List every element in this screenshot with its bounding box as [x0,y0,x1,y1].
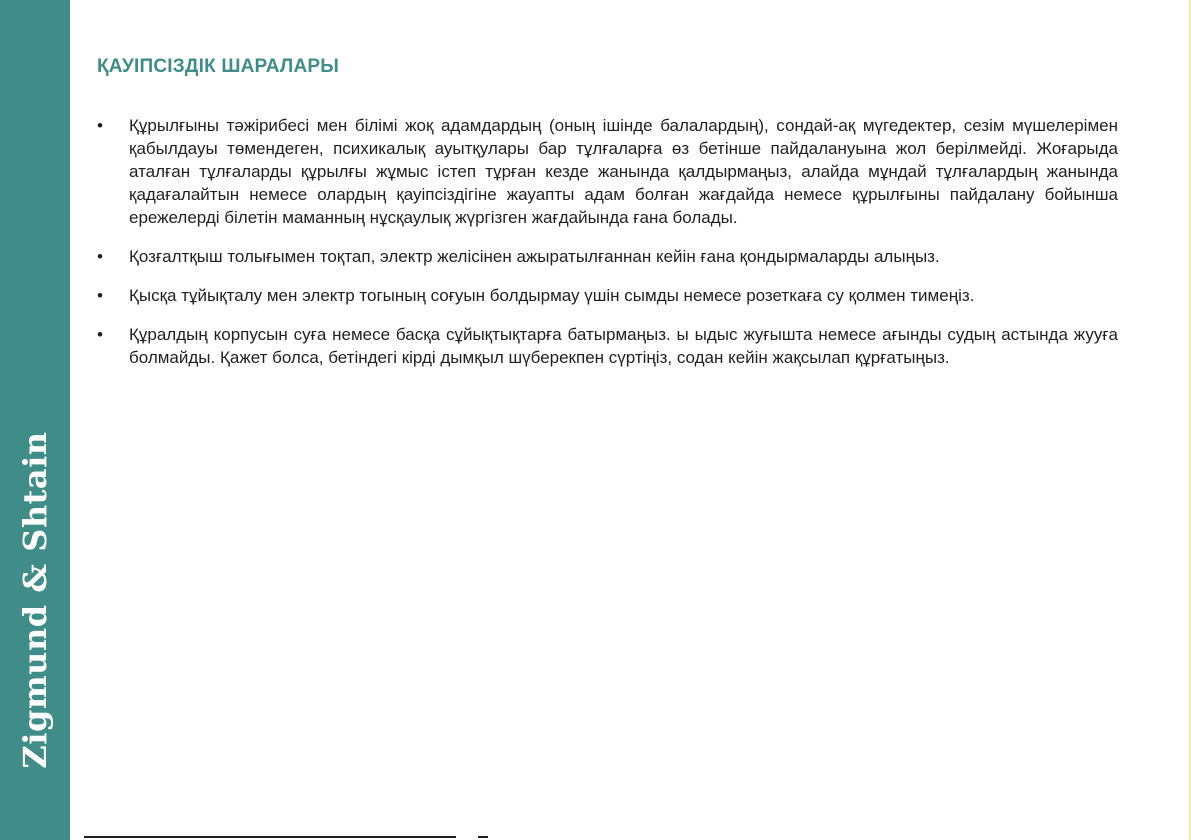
list-item [97,323,1118,369]
bullet: • [97,286,103,305]
bullet: • [97,116,103,135]
list-item-text: Қысқа тұйықталу мен электр тогының соғуын болдырмау үшін сымды немесе розеткаға су қолмен тимеңіз. [129,286,975,305]
section-title: ҚАУІПСІЗДІК ШАРАЛАРЫ [97,56,340,77]
brand-sidebar [0,0,70,840]
list-item [97,245,1118,268]
list-item [97,114,1118,229]
footer-mark [478,836,488,838]
list-item-text: Құрылғыны тәжірибесі мен білімі жоқ адамдардың (оның ішінде балалардың), сондай-ақ мүгедектер, сезім мүшелерімен қабылдауы төмендеген, психикалық ауытқулары бар тұлғаларға өз бетінше пайдалануына жол берілмейді. Жоғарыда аталған тұлғаларды құрылғы жұмыс істеп тұрған кезде жанында қалдырмаңыз, алайда мұндай тұлғалардың жанында қадағалайтын немесе олардың қауіпсіздігіне жауапты адам болған жағдайда немесе құрылғыны пайдалану бойынша ережелерді білетін маманның нұсқаулық жүргізген жағдайында ғана болады. [129,116,1118,227]
bullet: • [97,325,103,344]
footer-rule [84,836,456,838]
safety-list [97,114,1118,369]
document-content [97,56,1118,385]
list-item [97,284,1118,307]
bullet: • [97,247,103,266]
brand-logo: Zigmund & Shtain [16,431,54,769]
list-item-text: Құралдың корпусын суға немесе басқа сұйықтықтарға батырмаңыз. ы ыдыс жуғышта немесе ағынды судың астында жууға болмайды. Қажет болса, бетіндегі кірді дымқыл шүберекпен сүртіңіз, содан кейін жақсылап құрғатыңыз. [129,325,1118,367]
list-item-text: Қозғалтқыш толығымен тоқтап, электр желісінен ажыратылғаннан кейін ғана қондырмаларды алыңыз. [129,247,940,266]
